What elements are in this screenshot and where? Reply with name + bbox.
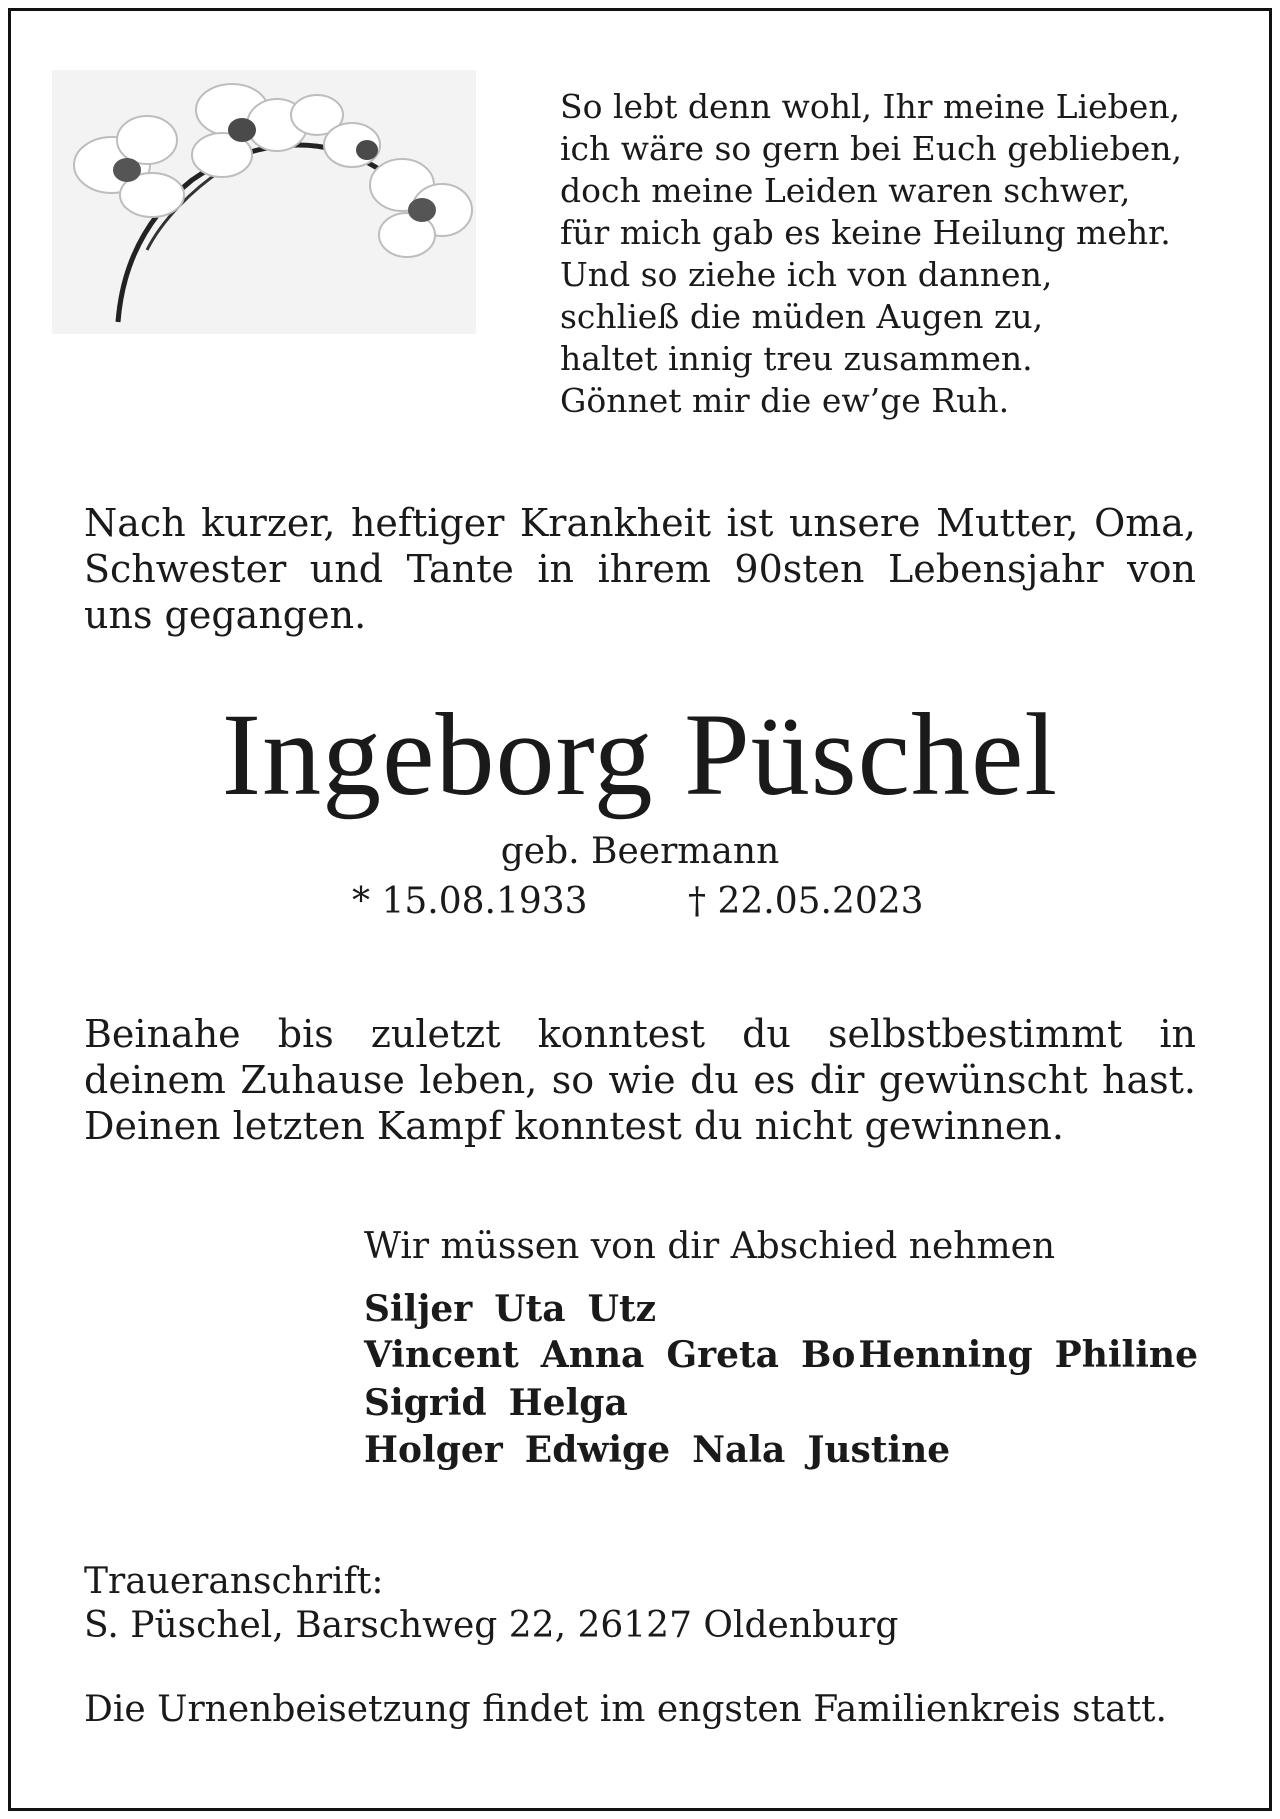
address-line: S. Püschel, Barschweg 22, 26127 Oldenburg [84, 1605, 899, 1646]
family-member: Holger [364, 1429, 503, 1471]
deceased-name: Ingeborg Püschel [221, 689, 1059, 820]
family-member: Sigrid [364, 1382, 487, 1424]
family-member: Anna [540, 1334, 645, 1376]
family-member: Siljer [364, 1288, 473, 1330]
address-label: Traueranschrift: [84, 1561, 384, 1602]
burial-note: Die Urnenbeisetzung findet im engsten Familienkreis statt. [84, 1689, 1167, 1730]
family-row [364, 1287, 678, 1331]
maiden-name: geb. Beermann [500, 831, 780, 872]
intro-paragraph: Nach kurzer, heftiger Krankheit ist unsere Mutter, Oma, Schwester und Tante in ihrem 90sten Lebensjahr von uns gegangen. [84, 501, 1196, 637]
orchid-image [52, 70, 476, 334]
poem-line: schließ die müden Augen zu, [560, 297, 1044, 336]
poem-line: So lebt denn wohl, Ihr meine Lieben, [560, 87, 1181, 126]
family-row [364, 1428, 972, 1472]
family-row [364, 1333, 1198, 1377]
poem-line: haltet innig treu zusammen. [560, 339, 1033, 378]
family-member: Vincent [364, 1334, 519, 1376]
family-member: Uta [494, 1288, 566, 1330]
family-row [364, 1381, 650, 1425]
tribute-paragraph: Beinahe bis zuletzt konntest du selbstbestimmt in deinem Zuhause leben, so wie du es dir gewünscht hast. Deinen letzten Kampf konntest du nicht gewinnen. [84, 1012, 1196, 1148]
family-member: Henning [858, 1334, 1033, 1376]
poem-line: für mich gab es keine Heilung mehr. [560, 213, 1171, 252]
family-member: Nala [692, 1429, 786, 1471]
family-member: Utz [587, 1288, 657, 1330]
farewell-line: Wir müssen von dir Abschied nehmen [364, 1226, 1056, 1267]
poem [560, 86, 1220, 422]
poem-line: doch meine Leiden waren schwer, [560, 171, 1131, 210]
poem-line: ich wäre so gern bei Euch geblieben, [560, 129, 1183, 168]
family-member: Philine [1054, 1334, 1198, 1376]
poem-line: Und so ziehe ich von dannen, [560, 255, 1053, 294]
family-member: Bo [800, 1334, 856, 1376]
family-group-right [836, 1333, 1198, 1377]
death-date: † 22.05.2023 [688, 881, 924, 922]
family-member: Justine [807, 1429, 951, 1471]
birth-date: * 15.08.1933 [352, 881, 588, 922]
poem-line: Gönnet mir die ew’ge Ruh. [560, 381, 1010, 420]
family-member: Edwige [524, 1429, 671, 1471]
family-member: Greta [666, 1334, 779, 1376]
family-member: Helga [508, 1382, 628, 1424]
